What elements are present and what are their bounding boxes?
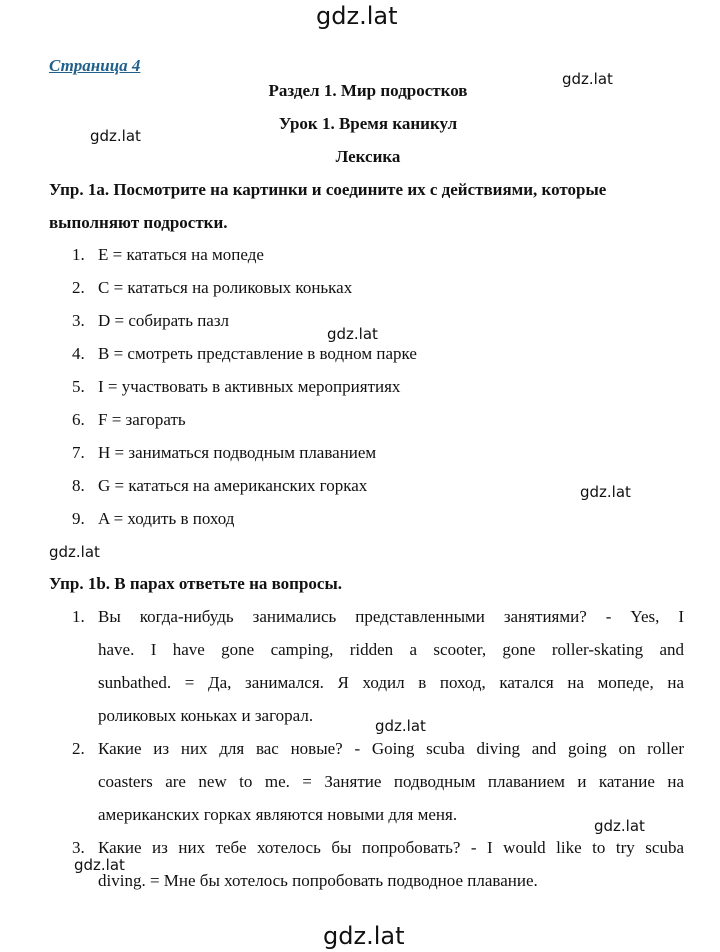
list-item [72, 245, 264, 265]
watermark: gdz.lat [90, 127, 141, 145]
answer-number: 1. [72, 607, 85, 626]
item-number: 1. [72, 245, 85, 264]
item-text: D = собирать пазл [98, 311, 230, 330]
item-number: 2. [72, 278, 85, 297]
item-number: 9. [72, 509, 85, 528]
list-item [72, 344, 417, 364]
topic-title: Лексика [335, 147, 401, 166]
answer-line: Какие из них для вас новые? - Going scuba diving and going on roller [98, 739, 684, 758]
list-item [72, 377, 400, 397]
answer-line: diving. = Мне бы хотелось попробовать подводное плавание. [98, 871, 538, 890]
watermark-bottom: gdz.lat [323, 922, 405, 950]
watermark: gdz.lat [594, 817, 645, 835]
watermark: gdz.lat [327, 325, 378, 343]
list-item [72, 476, 367, 496]
answer-line: have. I have gone camping, ridden a scooter, gone roller-skating and [98, 640, 684, 659]
list-item [72, 311, 229, 331]
answer-line: американских горках являются новыми для меня. [98, 805, 458, 824]
item-number: 5. [72, 377, 85, 396]
item-number: 6. [72, 410, 85, 429]
item-number: 8. [72, 476, 85, 495]
list-item [72, 443, 376, 463]
list-item [72, 509, 234, 529]
item-number: 4. [72, 344, 85, 363]
list-item [72, 410, 186, 430]
lesson-title: Урок 1. Время каникул [278, 114, 458, 133]
item-text: G = кататься на американских горках [98, 476, 368, 495]
watermark-top: gdz.lat [316, 2, 398, 30]
item-text: H = заниматься подводным плаванием [98, 443, 377, 462]
answer-line: coasters are new to me. = Занятие подводным плаванием и катание на [98, 772, 684, 791]
answer-line: роликовых коньках и загорал. [98, 706, 314, 725]
item-text: A = ходить в поход [98, 509, 235, 528]
page-link[interactable]: Страница 4 [49, 56, 141, 75]
exercise-1b-title: Упр. 1b. В парах ответьте на вопросы. [49, 574, 342, 593]
item-text: C = кататься на роликовых коньках [98, 278, 353, 297]
item-text: I = участвовать в активных мероприятиях [98, 377, 401, 396]
answer-number: 3. [72, 838, 85, 857]
answer-line: sunbathed. = Да, занимался. Я ходил в поход, катался на мопеде, на [98, 673, 684, 692]
item-text: B = смотреть представление в водном парке [98, 344, 417, 363]
list-item [72, 278, 352, 298]
watermark: gdz.lat [375, 717, 426, 735]
watermark: gdz.lat [580, 483, 631, 501]
answer-line: Вы когда-нибудь занимались представленными занятиями? - Yes, I [98, 607, 684, 626]
watermark: gdz.lat [49, 543, 100, 561]
item-number: 7. [72, 443, 85, 462]
exercise-1a-title-cont: выполняют подростки. [49, 213, 228, 232]
section-title: Раздел 1. Мир подростков [268, 81, 468, 100]
answer-line: Какие из них тебе хотелось бы попробовать? - I would like to try scuba [98, 838, 684, 857]
exercise-1a-title: Упр. 1a. Посмотрите на картинки и соедините их с действиями, которые [49, 180, 607, 199]
watermark: gdz.lat [74, 856, 125, 874]
item-text: E = кататься на мопеде [98, 245, 264, 264]
item-number: 3. [72, 311, 85, 330]
answer-number: 2. [72, 739, 85, 758]
watermark: gdz.lat [562, 70, 613, 88]
item-text: F = загорать [98, 410, 186, 429]
